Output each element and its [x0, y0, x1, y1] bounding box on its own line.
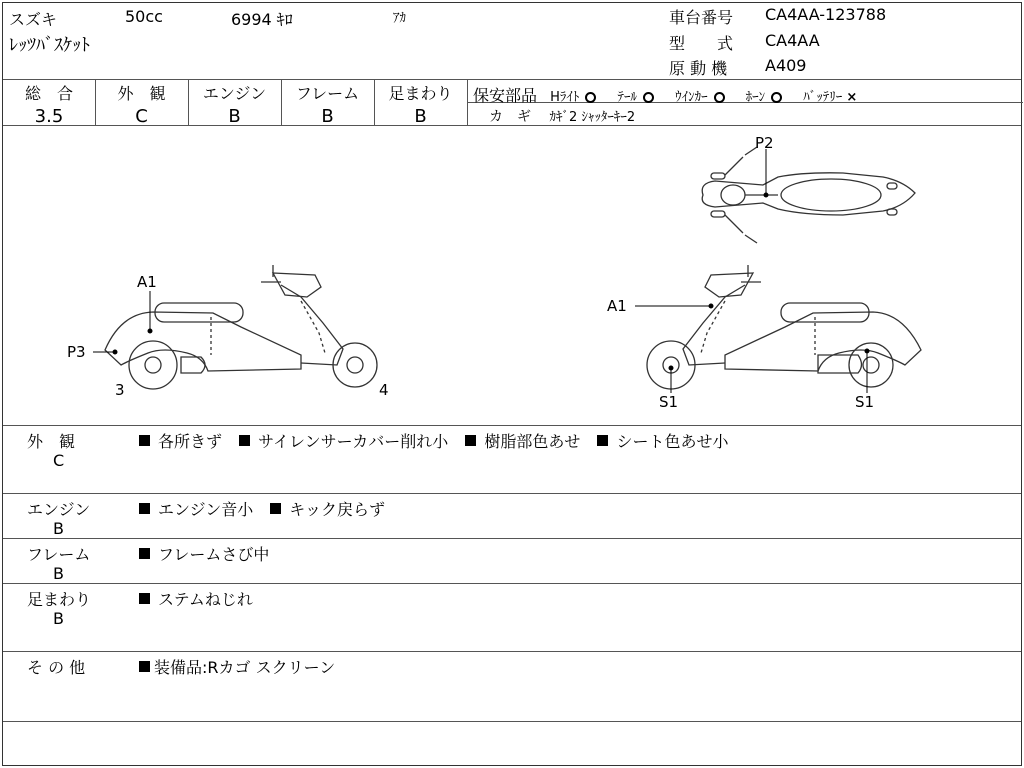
diagram-number-4: 4	[379, 381, 389, 399]
key-value: ｶｷﾞ2 ｼｬｯﾀｰｷｰ2	[549, 110, 636, 125]
grade-value: B	[228, 106, 241, 127]
note-item: キック戻らず	[289, 500, 385, 519]
safety-item	[746, 90, 783, 105]
engine-label: 原 動 機	[669, 59, 728, 78]
note-item: サイレンサーカバー削れ小	[258, 432, 449, 451]
bullet-icon	[597, 435, 608, 446]
grade-label: エンジン	[202, 84, 267, 103]
scooter-right-view	[647, 265, 921, 389]
bullet-icon	[139, 548, 150, 559]
grade-exterior	[95, 81, 188, 127]
bullet-icon	[270, 503, 281, 514]
damage-label-a1: A1	[137, 273, 157, 291]
safety-item	[675, 90, 725, 105]
frame-no: CA4AA-123788	[765, 5, 887, 24]
divider	[3, 651, 1021, 652]
scooter-top-view	[702, 147, 915, 243]
section-grade: B	[53, 519, 64, 538]
grade-label: 総 合	[24, 84, 73, 103]
safety-item-name: Hﾗｲﾄ	[550, 90, 580, 105]
note-item: 各所きず	[158, 432, 223, 451]
bullet-icon	[239, 435, 250, 446]
damage-markers	[93, 149, 869, 393]
section-label: 足まわり	[27, 590, 92, 609]
grade-suspension	[374, 81, 467, 127]
key-row	[489, 106, 635, 126]
safety-item-name: ﾎｰﾝ	[745, 90, 766, 105]
section-label: 外 観	[27, 432, 76, 451]
ng-cross-icon: ×	[846, 90, 858, 105]
bullet-icon	[139, 503, 150, 514]
note-item: シート色あせ小	[616, 432, 729, 451]
section-items	[139, 655, 335, 678]
diagram-number-3: 3	[115, 381, 125, 399]
note-item: ステムねじれ	[158, 590, 253, 609]
ok-circle-icon	[585, 92, 596, 103]
grade-frame	[281, 81, 374, 127]
grade-label: 外 観	[117, 84, 166, 103]
grade-total	[3, 81, 95, 127]
section-items	[139, 587, 253, 610]
divider	[3, 583, 1021, 584]
engine-value: A409	[765, 56, 807, 75]
grade-value: C	[135, 106, 148, 127]
damage-label-p2: P2	[755, 134, 774, 152]
grade-label: 足まわり	[388, 84, 453, 103]
section-items	[139, 429, 729, 452]
section-label: フレーム	[27, 545, 91, 564]
safety-item	[617, 90, 654, 105]
type-value: CA4AA	[765, 31, 820, 50]
damage-label-s1: S1	[855, 393, 875, 411]
divider	[3, 79, 1021, 80]
ok-circle-icon	[643, 92, 654, 103]
safety-label: 保安部品	[473, 86, 538, 105]
color: ｱｶ	[393, 11, 406, 26]
damage-label-p3: P3	[67, 343, 86, 361]
bullet-icon	[139, 593, 150, 604]
maker: スズキ	[9, 10, 58, 29]
grade-engine	[188, 81, 281, 127]
bullet-icon	[139, 435, 150, 446]
model-name: ﾚｯﾂﾊﾞｽｹｯﾄ	[9, 35, 90, 56]
bullet-icon	[139, 661, 150, 672]
damage-label-a1: A1	[607, 297, 627, 315]
grade-label: フレーム	[295, 84, 360, 103]
ok-circle-icon	[771, 92, 782, 103]
inspection-sheet	[2, 2, 1022, 766]
grade-value: B	[414, 106, 427, 127]
section-grade: C	[53, 451, 65, 470]
safety-row	[473, 83, 857, 106]
note-item: フレームさび中	[158, 545, 270, 564]
section-label: そ の 他	[27, 658, 86, 677]
section-grade: B	[53, 564, 64, 583]
grade-value: B	[321, 106, 334, 127]
safety-item	[550, 90, 596, 105]
divider	[3, 721, 1021, 722]
type-label: 型 式	[669, 34, 734, 53]
frame-no-label: 車台番号	[669, 8, 734, 27]
damage-label-s1: S1	[659, 393, 679, 411]
safety-item-name: ｳｲﾝｶｰ	[675, 90, 708, 105]
section-items	[139, 497, 385, 520]
note-item: 樹脂部色あせ	[484, 432, 581, 451]
safety-item	[803, 90, 857, 105]
key-label: カ ギ	[489, 109, 531, 125]
bullet-icon	[465, 435, 476, 446]
divider	[3, 425, 1021, 426]
divider	[3, 538, 1021, 539]
safety-item-name: ﾃｰﾙ	[617, 90, 637, 105]
note-item: エンジン音小	[158, 500, 254, 519]
grade-value: 3.5	[34, 106, 64, 127]
divider	[3, 493, 1021, 494]
safety-item-name: ﾊﾞｯﾃﾘｰ	[803, 90, 843, 105]
section-grade: B	[53, 609, 64, 628]
section-label: エンジン	[27, 500, 91, 519]
ok-circle-icon	[714, 92, 725, 103]
displacement: 50cc	[125, 7, 163, 26]
mileage: 6994 ｷﾛ	[231, 10, 293, 29]
note-item: 装備品:Rカゴ スクリーン	[154, 658, 336, 677]
section-items	[139, 542, 269, 565]
